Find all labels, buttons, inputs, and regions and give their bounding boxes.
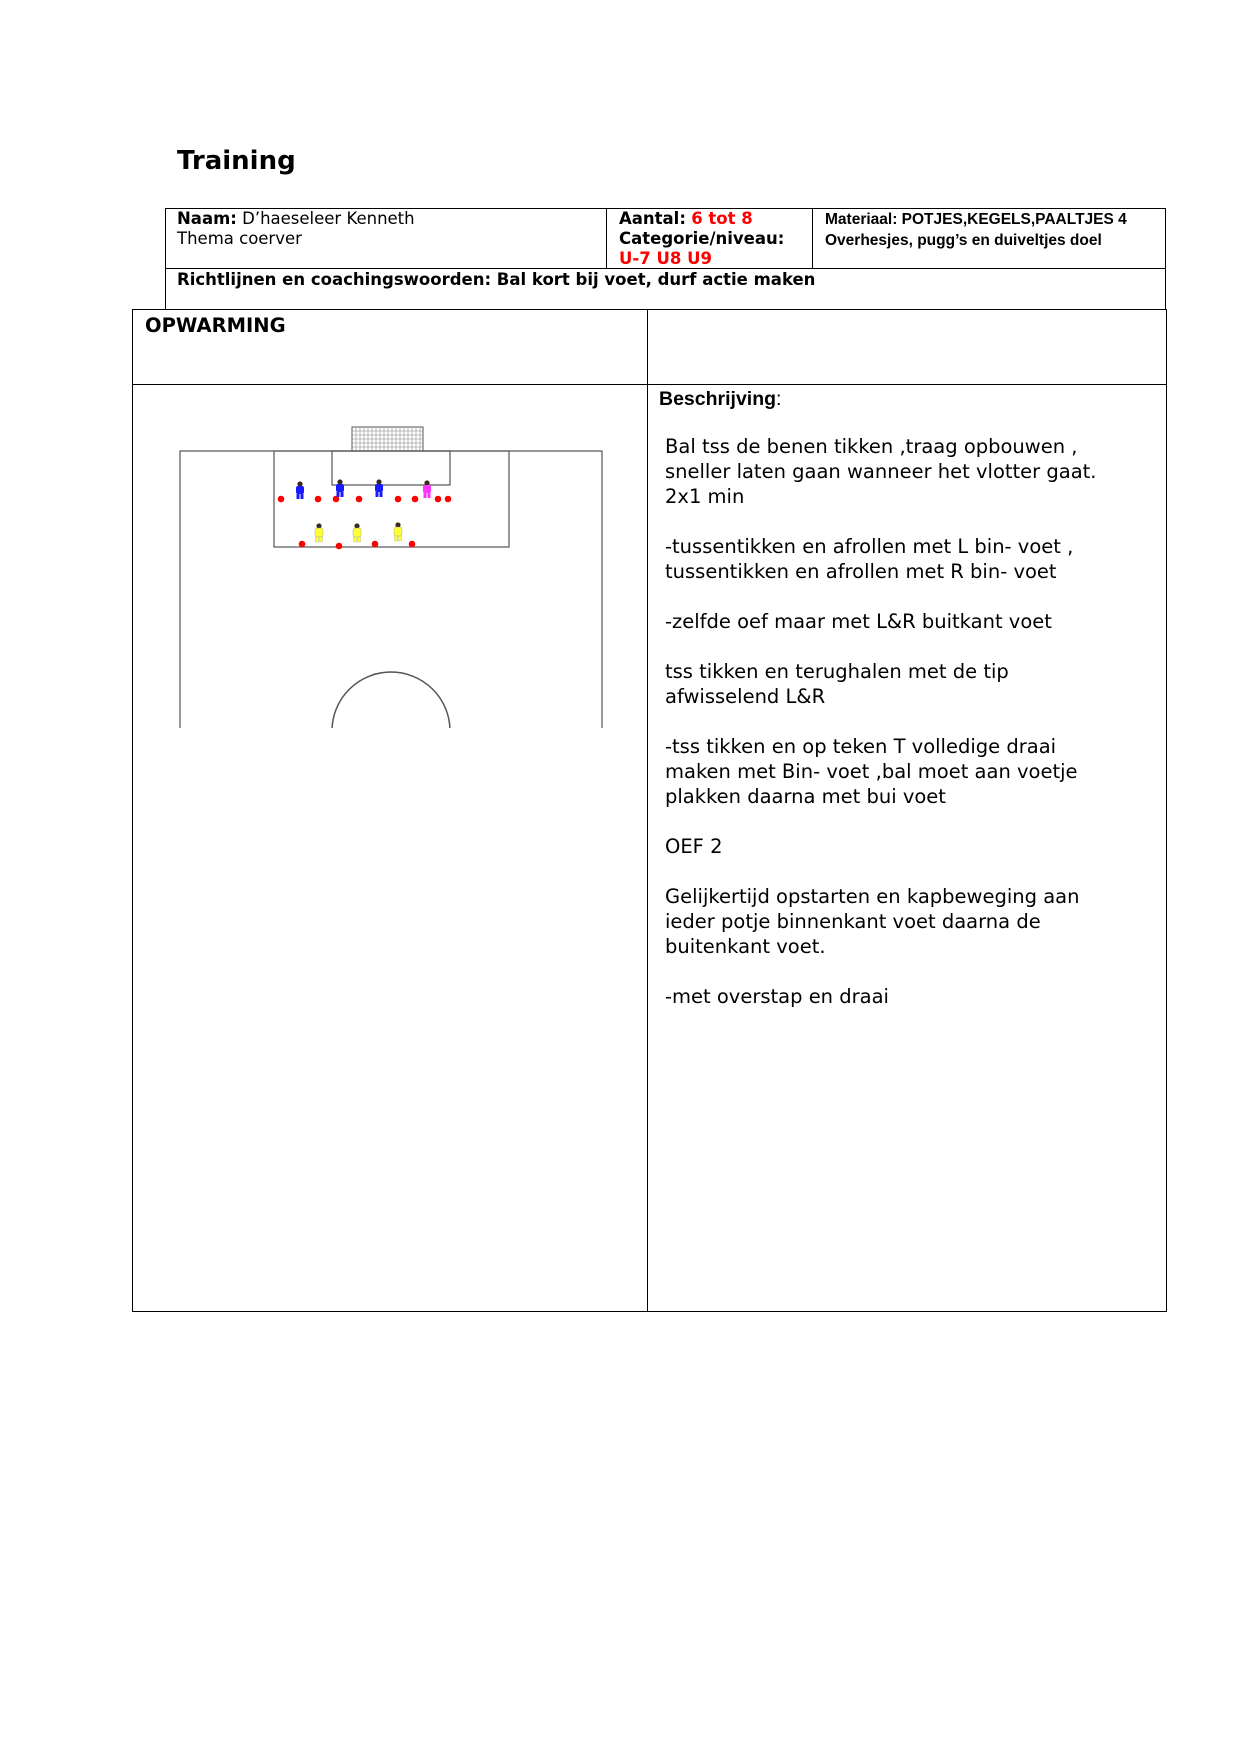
description-heading: Beschrijving:: [659, 388, 782, 410]
cone: [356, 496, 363, 503]
naam-label: Naam:: [177, 209, 237, 228]
description-paragraph: -met overstap en draai: [665, 985, 889, 1008]
description-paragraph: -zelfde oef maar met L&R buitkant voet: [665, 610, 1052, 633]
page-title: Training: [177, 146, 296, 176]
description-paragraph: tss tikken en terughalen met de tip afwisselend L&R: [665, 660, 1009, 708]
cone: [409, 541, 416, 548]
aantal-value: 6 tot 8: [691, 209, 753, 228]
cone: [336, 543, 343, 550]
description-body: [665, 434, 1160, 1034]
cone: [412, 496, 419, 503]
thema-text: Thema coerver: [177, 229, 302, 248]
cone: [372, 541, 379, 548]
description-paragraph: Gelijkertijd opstarten en kapbeweging aan ieder potje binnenkant voet daarna de buitenkant voet.: [665, 885, 1080, 958]
cone: [395, 496, 402, 503]
cone: [435, 496, 442, 503]
description-paragraph: OEF 2: [665, 835, 723, 858]
description-label: Beschrijving: [659, 388, 777, 410]
categorie-value: U-7 U8 U9: [619, 249, 712, 268]
exercise-table: [132, 309, 1167, 1312]
section-title: OPWARMING: [145, 314, 286, 337]
aantal-cell: [607, 209, 813, 269]
training-header-table: [165, 208, 1166, 310]
richtlijnen-text: Richtlijnen en coachingswoorden: Bal kort bij voet, durf actie maken: [177, 270, 816, 289]
column-divider: [647, 310, 648, 1311]
description-paragraph: -tss tikken en op teken T volledige draai maken met Bin- voet ,bal moet aan voetje plakken daarna met bui voet: [665, 735, 1078, 808]
naam-cell: [166, 209, 607, 269]
richtlijnen-cell: [166, 269, 1165, 309]
materiaal-cell: [813, 209, 1165, 269]
cone: [445, 496, 452, 503]
description-paragraph: -tussentikken en afrollen met L bin- voet , tussentikken en afrollen met R bin- voet: [665, 535, 1074, 583]
pitch-diagram: [178, 418, 618, 728]
goal-net: [352, 427, 423, 451]
row-divider: [133, 384, 1166, 385]
pitch-outline: [180, 451, 602, 728]
naam-value: D’haeseleer Kenneth: [242, 209, 415, 228]
categorie-label: Categorie/niveau:: [619, 229, 785, 248]
cone: [278, 496, 285, 503]
description-paragraph: Bal tss de benen tikken ,traag opbouwen , sneller laten gaan wanneer het vlotter gaat. 2x1 min: [665, 435, 1097, 508]
materiaal-line-1: Materiaal: POTJES,KEGELS,PAALTJES 4: [825, 211, 1127, 228]
materiaal-line-2: Overhesjes, pugg’s en duiveltjes doel: [825, 232, 1102, 249]
cone: [315, 496, 322, 503]
cone: [299, 541, 306, 548]
aantal-label: Aantal:: [619, 209, 686, 228]
